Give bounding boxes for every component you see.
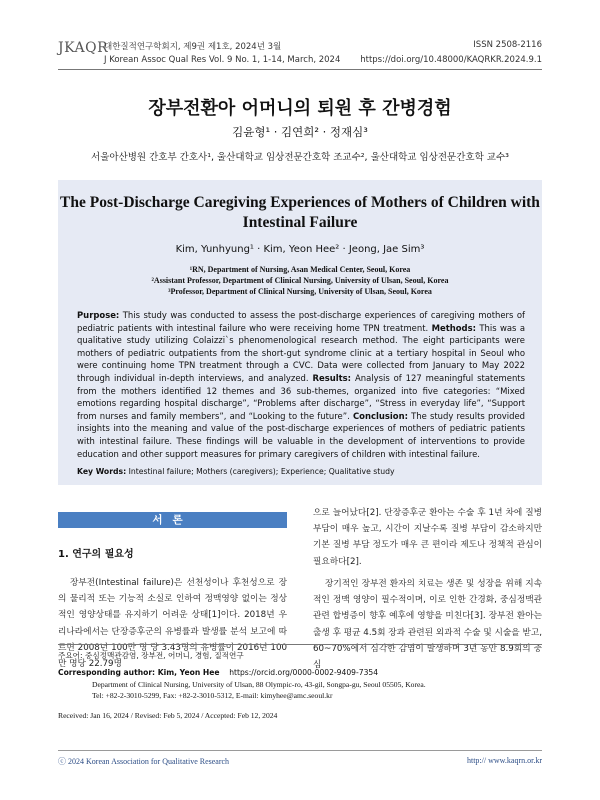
keywords-line (77, 467, 525, 476)
journal-citation-ko: 대한질적연구학회지, 제9권 제1호, 2024년 3월 (104, 42, 282, 52)
body-column-left: 장부전(Intestinal failure)은 선천성이나 후천성으로 장의 물리적 또는 기능적 소실로 인하여 정맥영양 없이는 정상적인 영양상태를 유지하기 어려운 상태[1]이다. 2018년 우리나라에서는 단장증후군의 유병률과 발생률 분석 보고에 따르면 2008년 100만 명 당 3.43명의 유병률이 2016년 100만 명당 22.79명 (58, 578, 287, 670)
author-address: Department of Clinical Nursing, University of Ulsan, 88 Olympic-ro, 43-gil, Songpa-gu, Seoul 05505, Korea. (92, 680, 426, 689)
methods-text: This was a qualitative study utilizing Colaizzi`s phenomenological research method. The eight participants were mothers of pediatric outpatients from the short-gut syndrome clinic at a tertiary hospital in Seoul who were continuing home TPN treatment through a CVC. Data were collected from January to May 2022 through individual in-depth interviews, and analyzed. (77, 322, 525, 383)
corresponding-author-label: Corresponding author: Kim, Yeon Hee (58, 668, 220, 677)
keywords-text: Intestinal failure; Mothers (caregivers); Experience; Qualitative study (126, 467, 395, 476)
journal-website-link[interactable]: http:// www.kaqrn.or.kr (466, 756, 542, 765)
korean-keywords: 주요어: 중심정맥관감염, 장부전, 어머니, 경험, 질적연구 (58, 651, 244, 660)
received-dates: Received: Jan 16, 2024 / Revised: Feb 5, 2024 / Accepted: Feb 12, 2024 (58, 711, 278, 720)
conclusion-text: The study results provided insights into the meaning and value of the post-discharge experiences of mothers of pediatric patients with intestinal failure. These findings will be valuable in the development of interventions to provide education and other support measures for primary caregivers of children with intestinal failure. (77, 410, 525, 459)
subsection-heading: 1. 연구의 필요성 (58, 549, 134, 560)
english-authors: Kim, Yunhyung¹ · Kim, Yeon Hee² · Jeong, Jae Sim³ (175, 244, 425, 255)
journal-citation-en: J Korean Assoc Qual Res Vol. 9 No. 1, 1-14, March, 2024 (104, 55, 341, 65)
affiliation-2: ²Assistant Professor, Department of Clinical Nursing, University of Ulsan, Seoul, Korea (151, 276, 449, 285)
methods-label: Methods: (431, 322, 476, 333)
journal-logo: JKAQR (58, 40, 109, 56)
keywords-label: Key Words: (77, 467, 127, 476)
purpose-label: Purpose: (77, 310, 120, 320)
korean-title: 장부전환아 어머니의 퇴원 후 간병경험 (148, 98, 452, 119)
results-label: Results: (312, 372, 352, 383)
abstract-text (77, 309, 525, 460)
corresponding-author (58, 668, 378, 677)
body-column-right-para-2: 장기적인 장부전 환자의 치료는 생존 및 성장을 위해 지속적인 정맥 영양이 필수적이며, 이로 인한 간경화, 중심정맥관 관련 합병증이 향후 예후에 영향을 미친다[3]. 장부전 환아는 출생 후 평균 4.5회 장과 관련된 외과적 수술 및 시술을 받고, 60~70%에서 심각한 감염이 발생하며 3년 동안 8.9회의 중심 (313, 579, 542, 671)
section-heading-introduction: 서론 (58, 512, 287, 528)
issn: ISSN 2508-2116 (473, 40, 542, 50)
conclusion-label: Conclusion: (352, 410, 408, 421)
footer-divider (58, 750, 542, 751)
header-divider (58, 69, 542, 70)
orcid-link[interactable]: https://orcid.org/0000-0002-9409-7354 (229, 668, 379, 677)
affiliation-3: ³Professor, Department of Clinical Nursing, University of Ulsan, Seoul, Korea (168, 287, 432, 296)
affiliation-1: ¹RN, Department of Nursing, Asan Medical Center, Seoul, Korea (189, 265, 411, 274)
doi-link[interactable]: https://doi.org/10.48000/KAQRKR.2024.9.1 (360, 55, 542, 65)
body-column-right-para-1: 으로 늘어났다[2]. 단장증후군 환아는 수술 후 1년 차에 질병 부담이 매우 높고, 시간이 지날수록 질병 부담이 감소하지만 기본 질병 부담 정도가 매우 큰 편이라 제도나 정책적 관심이 필요하다[2]. (313, 508, 542, 567)
footnote-divider (58, 644, 542, 645)
korean-affiliations: 서울아산병원 간호부 간호사¹, 울산대학교 임상전문간호학 조교수², 울산대학교 임상전문간호학 교수³ (91, 152, 509, 163)
results-text: Analysis of 127 meaningful statements from the mothers identified 12 themes and 36 sub-themes, organized into five categories: “Mixed emotions regarding hospital discharge”, “Problems after discharge”, “Stress in everyday life”, “Support from nurses and family members”, and “Looking to the future”. (77, 372, 525, 421)
english-title: The Post-Discharge Caregiving Experiences of Mothers of Children with Intestinal Failure (60, 194, 540, 231)
copyright-notice: ⓒ 2024 Korean Association for Qualitative Research (58, 757, 230, 766)
purpose-text: This study was conducted to assess the post-discharge experiences of caregiving mothers of pediatric patients with intestinal failure who were receiving home TPN treatment. (77, 310, 525, 333)
korean-authors: 김윤형¹ · 김연희² · 정재심³ (232, 125, 368, 139)
author-contact: Tel: +82-2-3010-5299, Fax: +82-2-3010-5312, E-mail: kimyhee@amc.seoul.kr (92, 691, 333, 700)
